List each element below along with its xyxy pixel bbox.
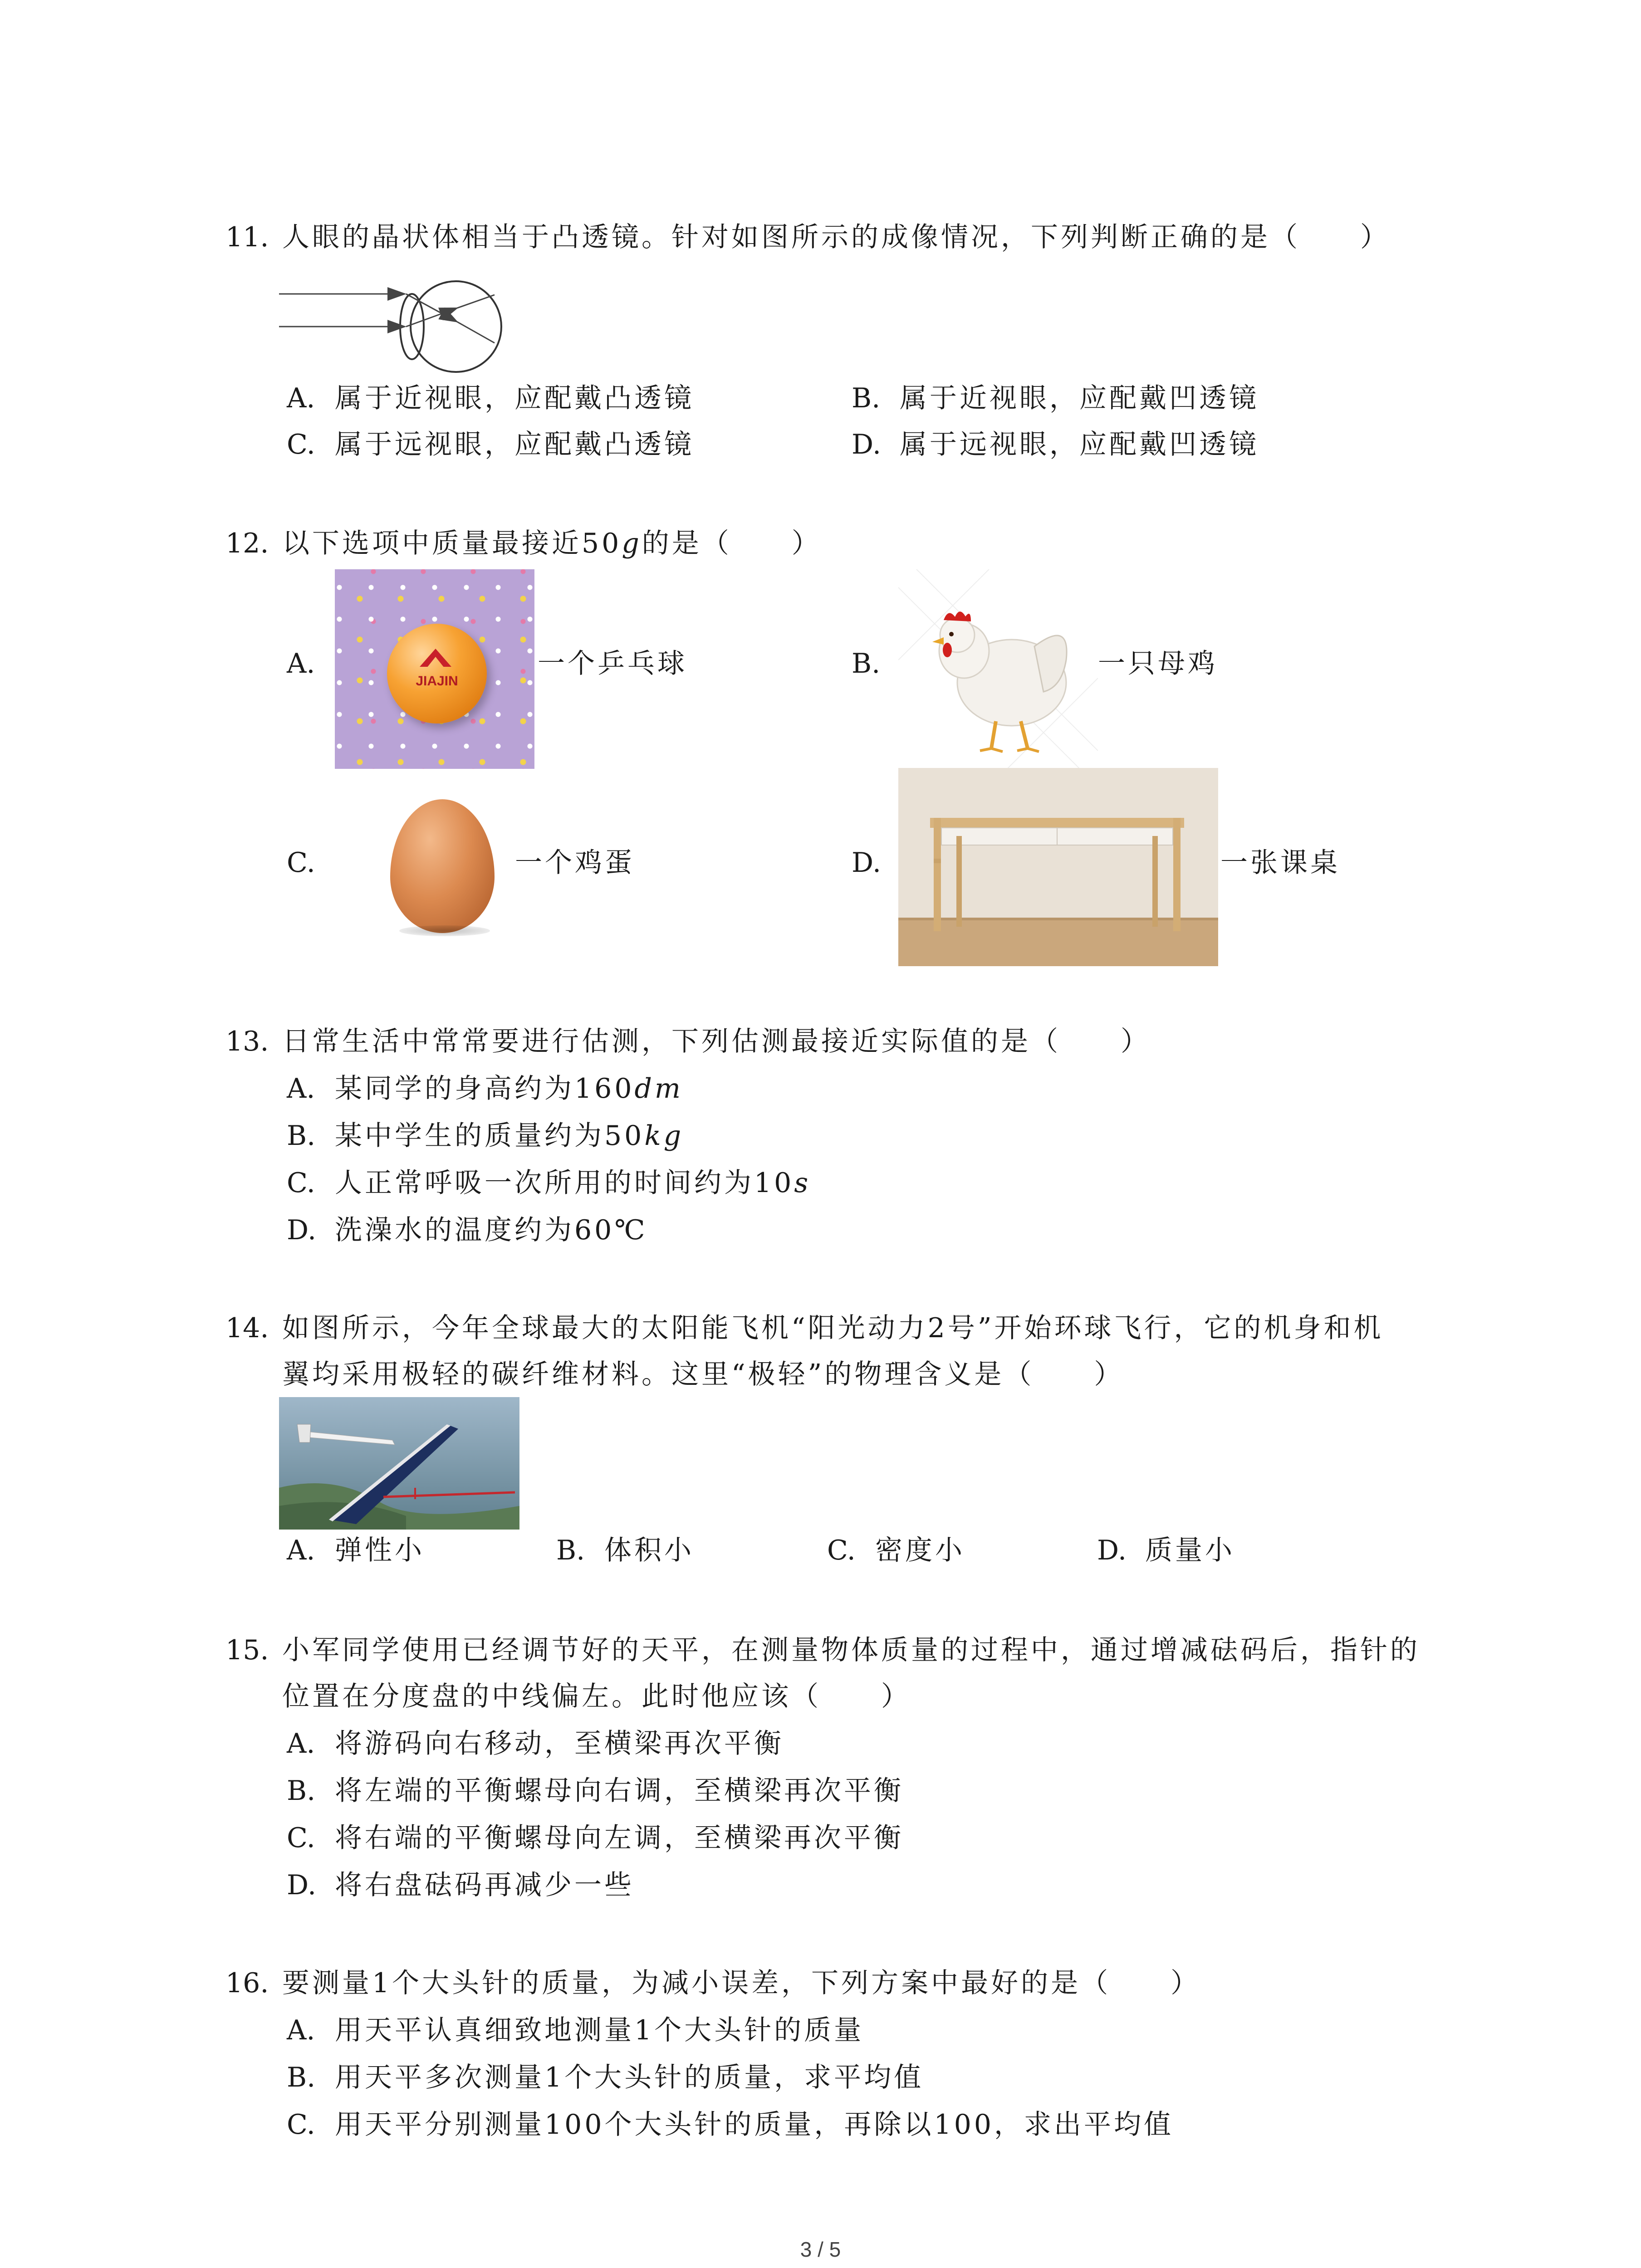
ping-pong-ball-photo <box>335 569 534 769</box>
page-number: 3 / 5 <box>800 2238 841 2261</box>
question-16-stem: 要测量1个大头针的质量，为减小误差，下列方案中最好的是（ ） <box>282 1967 1201 1999</box>
q13-option-b-letter: B. <box>287 1120 316 1152</box>
question-12-stem: 以下选项中质量最接近50g的是（ ） <box>282 528 822 559</box>
q15-option-b-text: 将左端的平衡螺母向右调，至横梁再次平衡 <box>335 1775 904 1807</box>
q12-option-b-letter: B. <box>852 648 881 679</box>
question-15-stem-line2: 位置在分度盘的中线偏左。此时他应该（ ） <box>282 1681 911 1712</box>
q13-option-c-letter: C. <box>287 1167 315 1199</box>
q11-option-c-letter: C. <box>287 429 315 460</box>
question-16-number: 16. <box>225 1967 269 1999</box>
ball-brand-text: JIAJIN <box>416 674 458 689</box>
q15-option-c-text: 将右端的平衡螺母向左调，至横梁再次平衡 <box>335 1822 904 1854</box>
q15-option-d-letter: D. <box>287 1869 317 1901</box>
q11-option-d-letter: D. <box>852 429 882 460</box>
q14-option-c-letter: C. <box>827 1535 856 1566</box>
q12-option-c-letter: C. <box>287 847 315 879</box>
q16-option-c-letter: C. <box>287 2109 315 2141</box>
q14-option-b-letter: B. <box>556 1535 585 1566</box>
solar-plane-photo <box>279 1397 519 1530</box>
q15-option-c-letter: C. <box>287 1822 315 1854</box>
question-14-stem-line2: 翼均采用极轻的碳纤维材料。这里“极轻”的物理含义是（ ） <box>282 1359 1124 1390</box>
eye-diagram <box>277 276 508 378</box>
hen-photo <box>898 569 1098 769</box>
q12-option-c-text: 一个鸡蛋 <box>515 847 635 879</box>
q12-option-a-letter: A. <box>287 648 315 679</box>
q13-option-d-text: 洗澡水的温度约为60℃ <box>335 1214 648 1246</box>
q13-option-b-text: 某中学生的质量约为50kg <box>335 1120 684 1152</box>
q16-option-b-letter: B. <box>287 2062 316 2093</box>
egg-photo <box>390 799 495 933</box>
q16-option-b-text: 用天平多次测量1个大头针的质量，求平均值 <box>335 2062 924 2093</box>
question-15-stem-line1: 小军同学使用已经调节好的天平，在测量物体质量的过程中，通过增减砝码后，指针的 <box>282 1634 1420 1666</box>
egg-shadow <box>399 925 490 936</box>
q12-option-d-text: 一张课桌 <box>1220 847 1340 879</box>
desk-photo <box>898 768 1218 966</box>
q16-option-a-text: 用天平认真细致地测量1个大头针的质量 <box>335 2014 864 2046</box>
q11-option-a-letter: A. <box>287 382 315 414</box>
q11-option-b-text: 属于近视眼，应配戴凹透镜 <box>900 382 1259 414</box>
q11-option-d-text: 属于远视眼，应配戴凹透镜 <box>900 429 1259 460</box>
q13-option-d-letter: D. <box>287 1214 317 1246</box>
q11-option-b-letter: B. <box>852 382 881 414</box>
q11-option-a-text: 属于近视眼，应配戴凸透镜 <box>335 382 694 414</box>
ping-pong-ball <box>387 624 487 723</box>
q16-option-c-text: 用天平分别测量100个大头针的质量，再除以100，求出平均值 <box>335 2109 1174 2141</box>
q13-option-a-letter: A. <box>287 1073 315 1105</box>
q11-option-c-text: 属于远视眼，应配戴凸透镜 <box>335 429 694 460</box>
q14-option-c-text: 密度小 <box>875 1535 965 1566</box>
question-11-stem: 人眼的晶状体相当于凸透镜。针对如图所示的成像情况，下列判断正确的是（ ） <box>282 221 1390 253</box>
q14-option-a-text: 弹性小 <box>335 1535 425 1566</box>
brand-logo-icon <box>420 649 451 667</box>
q13-option-a-text: 某同学的身高约为160dm <box>335 1073 683 1105</box>
question-14-number: 14. <box>225 1312 269 1344</box>
q14-option-d-letter: D. <box>1097 1535 1127 1566</box>
q14-option-d-text: 质量小 <box>1145 1535 1235 1566</box>
q15-option-a-text: 将游码向右移动，至横梁再次平衡 <box>335 1728 784 1760</box>
q12-option-d-letter: D. <box>852 847 882 879</box>
question-11-number: 11. <box>225 221 269 253</box>
q14-option-a-letter: A. <box>287 1535 315 1566</box>
q12-option-b-text: 一只母鸡 <box>1098 648 1218 679</box>
question-13-stem: 日常生活中常常要进行估测，下列估测最接近实际值的是（ ） <box>282 1026 1151 1057</box>
q15-option-b-letter: B. <box>287 1775 316 1807</box>
q15-option-d-text: 将右盘砝码再减少一些 <box>335 1869 634 1901</box>
question-13-number: 13. <box>225 1026 269 1057</box>
q16-option-a-letter: A. <box>287 2014 315 2046</box>
q14-option-b-text: 体积小 <box>604 1535 694 1566</box>
q13-option-c-text: 人正常呼吸一次所用的时间约为10s <box>335 1167 811 1199</box>
question-12-number: 12. <box>225 528 269 559</box>
question-14-stem-line1: 如图所示，今年全球最大的太阳能飞机“阳光动力2号”开始环球飞行，它的机身和机 <box>282 1312 1384 1344</box>
question-15-number: 15. <box>225 1634 269 1666</box>
q15-option-a-letter: A. <box>287 1728 315 1760</box>
q12-option-a-text: 一个乒乓球 <box>538 648 687 679</box>
